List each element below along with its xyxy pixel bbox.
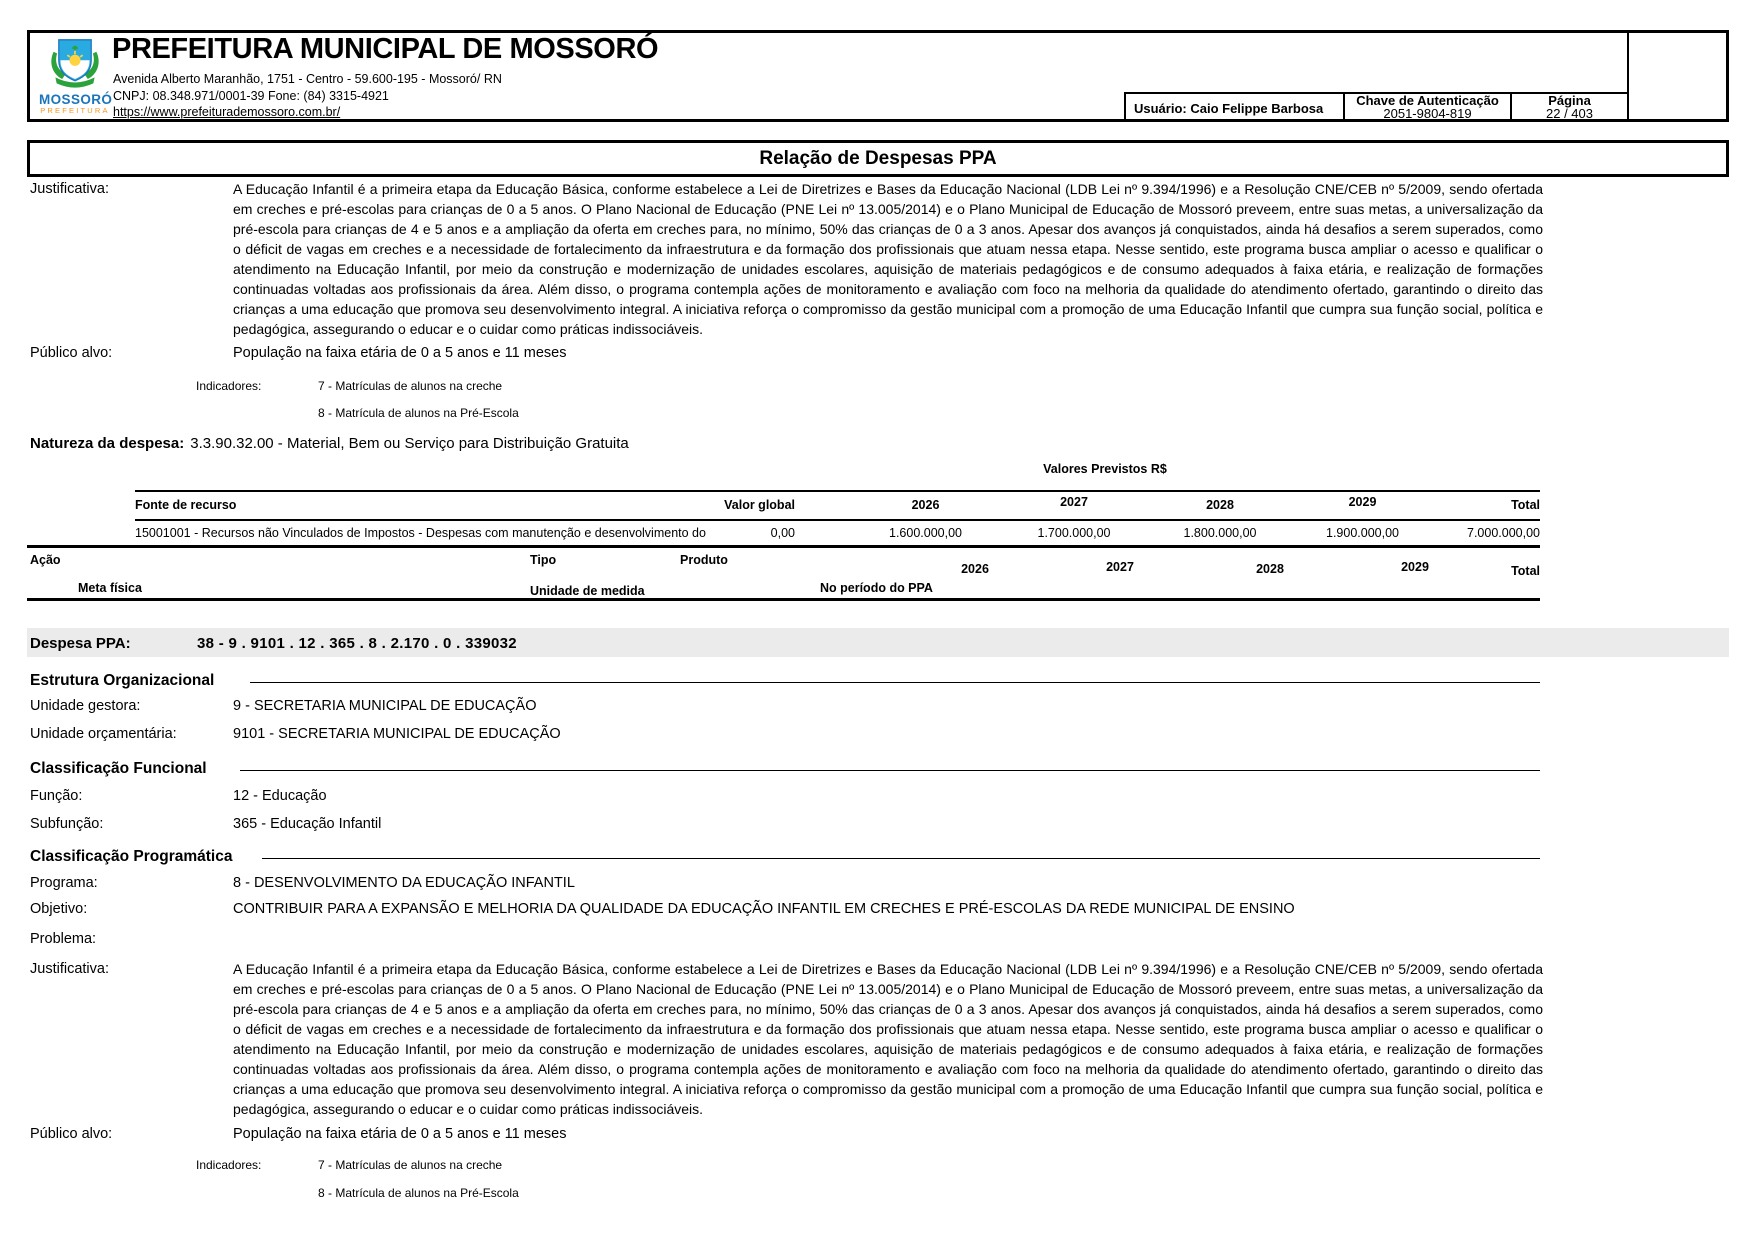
programa-label: Programa: (30, 875, 98, 891)
indicador-item: 8 - Matrícula de alunos na Pré-Escola (318, 1186, 519, 1200)
acao-total-label: Total (1511, 564, 1540, 578)
report-title: Relação de Despesas PPA (27, 140, 1729, 177)
cell-total: 7.000.000,00 (1467, 526, 1540, 540)
auth-key-label: Chave de Autenticação (1356, 92, 1499, 108)
page-label: Página (1548, 92, 1591, 108)
programatica-heading: Classificação Programática (30, 848, 233, 865)
natureza-label: Natureza da despesa: (30, 435, 185, 452)
indicador-item: 8 - Matrícula de alunos na Pré-Escola (318, 406, 519, 420)
header-empty-box (1627, 33, 1726, 119)
subfuncao-label: Subfunção: (30, 816, 104, 832)
org-cnpj-phone: CNPJ: 08.348.971/0001-39 Fone: (84) 3315-4921 (113, 89, 389, 103)
objetivo-value: CONTRIBUIR PARA A EXPANSÃO E MELHORIA DA QUALIDADE DA EDUCAÇÃO INFANTIL EM CRECHES E PRÉ-ESCOLAS DA REDE MUNICIPAL DE ENSINO (233, 901, 1295, 917)
col-header-fonte: Fonte de recurso (135, 498, 237, 512)
col-header-2028: 2028 (1206, 498, 1234, 512)
unidade-gestora-label: Unidade gestora: (30, 698, 141, 714)
despesa-ppa-label: Despesa PPA: (30, 635, 131, 652)
user-name: Usuário: Caio Felippe Barbosa (1134, 101, 1324, 116)
cell-2026: 1.600.000,00 (889, 526, 962, 540)
col-header-2029: 2029 (1348, 495, 1377, 509)
acao-year-2027: 2027 (1106, 560, 1134, 574)
indicador-item: 7 - Matrículas de alunos na creche (318, 379, 503, 393)
col-header-2027: 2027 (1060, 495, 1088, 509)
table-mid-rule (135, 519, 1540, 521)
indicador-item: 7 - Matrículas de alunos na creche (318, 1158, 503, 1172)
acao-bottom-rule (27, 598, 1540, 601)
org-title: PREFEITURA MUNICIPAL DE MOSSORÓ (112, 33, 659, 65)
subfuncao-value: 365 - Educação Infantil (233, 816, 382, 832)
values-table-row (135, 526, 1540, 540)
city-coat-of-arms-logo (39, 36, 111, 118)
cell-2028: 1.800.000,00 (1183, 526, 1257, 540)
justificativa-text-2: A Educação Infantil é a primeira etapa da Educação Básica, conforme estabelece a Lei de Diretrizes e Bases da Educação Nacional (LDB Lei nº 9.394/1996) e a Resolução CNE/CEB nº 5/2009, sendo ofertada em creches e pré-escolas para crianças de 0 a 5 anos. O Plano Nacional de Educação (PNE Lei nº 13.005/2014) e o Plano Municipal de Educação de Mossoró preveem, entre suas metas, a universalização da pré-escola para crianças de 4 e 5 anos e a ampliação da oferta em creches para, no mínimo, 50% das crianças de 0 a 3 anos. Apesar dos avanços já conquistados, ainda há desafios a serem superados, como o déficit de vagas em creches e a necessidade de fortalecimento da infraestrutura e da formação dos profissionais que atuam nessa etapa. Nesse sentido, este programa busca ampliar o acesso e qualificar o atendimento na Educação Infantil, por meio da construção e modernização de unidades escolares, aquisição de materiais pedagógicos e de consumo adequados à faixa etária, e realização de formações continuadas voltadas aos profissionais da área. Além disso, o programa contempla ações de monitoramento e avaliação com foco na melhoria da qualidade do atendimento ofertado, garantindo o direito das crianças a uma educação que promova seu desenvolvimento integral. A iniciativa reforça o compromisso da gestão municipal com a promoção de uma Educação Infantil que cumpra sua função social, política e pedagógica, assegurando o educar e o cuidar como práticas indissociáveis. (233, 961, 1543, 1117)
coat-of-arms-icon (46, 36, 104, 88)
no-periodo-ppa-label: No período do PPA (820, 581, 933, 595)
header-page-cell (1510, 92, 1627, 119)
unidade-orcamentaria-value: 9101 - SECRETARIA MUNICIPAL DE EDUCAÇÃO (233, 726, 561, 742)
col-header-2026: 2026 (911, 498, 940, 512)
programa-value: 8 - DESENVOLVIMENTO DA EDUCAÇÃO INFANTIL (233, 875, 575, 891)
funcao-label: Função: (30, 788, 83, 804)
indicadores-label-2: Indicadores: (196, 1158, 262, 1172)
programatica-rule (262, 858, 1540, 859)
acao-year-2026: 2026 (961, 562, 989, 576)
publico-alvo-value-1: População na faixa etária de 0 a 5 anos e 11 meses (233, 345, 567, 361)
justificativa-label-1: Justificativa: (30, 181, 109, 197)
funcional-heading: Classificação Funcional (30, 760, 207, 777)
cell-fonte: 15001001 - Recursos não Vinculados de Impostos - Despesas com manutenção e desenvolvimento do (135, 526, 706, 540)
org-website-link[interactable] (113, 105, 340, 119)
header-user-cell (1124, 92, 1343, 119)
auth-key-value: 2051-9804-819 (1383, 105, 1472, 121)
publico-alvo-label-2: Público alvo: (30, 1126, 113, 1142)
funcional-rule (240, 770, 1540, 771)
despesa-ppa-code: 38 - 9 . 9101 . 12 . 365 . 8 . 2.170 . 0 . 339032 (197, 635, 517, 652)
logo-city-text: MOSSORÓ (39, 92, 113, 107)
unidade-medida-label: Unidade de medida (530, 584, 645, 598)
table-top-rule (135, 490, 1540, 492)
col-spacer (795, 498, 853, 512)
problema-label: Problema: (30, 931, 97, 947)
cell-2027: 1.700.000,00 (1037, 526, 1111, 540)
col-header-valor-global: Valor global (724, 498, 795, 512)
acao-label: Ação (30, 553, 61, 567)
acao-year-2028: 2028 (1256, 562, 1284, 576)
estrutura-heading: Estrutura Organizacional (30, 672, 215, 689)
table-bottom-rule (27, 545, 1540, 548)
values-table-caption: Valores Previstos R$ (1043, 462, 1167, 476)
natureza-row (30, 435, 629, 452)
natureza-value: 3.3.90.32.00 - Material, Bem ou Serviço para Distribuição Gratuita (190, 435, 629, 452)
header-auth-key-cell (1343, 92, 1510, 119)
publico-alvo-label-1: Público alvo: (30, 345, 113, 361)
page-number: 22 / 403 (1546, 105, 1593, 121)
values-table-header-row (135, 495, 1540, 512)
acao-year-2029: 2029 (1401, 560, 1429, 574)
cell-2029: 1.900.000,00 (1326, 526, 1399, 540)
org-address: Avenida Alberto Maranhão, 1751 - Centro - 59.600-195 - Mossoró/ RN (113, 72, 502, 86)
indicadores-label-1: Indicadores: (196, 379, 262, 393)
meta-fisica-label: Meta física (78, 581, 142, 595)
col-header-total: Total (1511, 498, 1540, 512)
unidade-orcamentaria-label: Unidade orçamentária: (30, 726, 177, 742)
tipo-label: Tipo (530, 553, 557, 567)
objetivo-label: Objetivo: (30, 901, 88, 917)
produto-label: Produto (680, 553, 728, 567)
justificativa-label-2: Justificativa: (30, 961, 109, 977)
logo-sub-text: PREFEITURA (40, 106, 110, 115)
cell-valor-global: 0,00 (770, 526, 795, 540)
col-spacer (795, 526, 853, 540)
publico-alvo-value-2: População na faixa etária de 0 a 5 anos e 11 meses (233, 1126, 567, 1142)
justificativa-text-1: A Educação Infantil é a primeira etapa da Educação Básica, conforme estabelece a Lei de Diretrizes e Bases da Educação Nacional (LDB Lei nº 9.394/1996) e a Resolução CNE/CEB nº 5/2009, sendo ofertada em creches e pré-escolas para crianças de 0 a 5 anos. O Plano Nacional de Educação (PNE Lei nº 13.005/2014) e o Plano Municipal de Educação de Mossoró preveem, entre suas metas, a universalização da pré-escola para crianças de 4 e 5 anos e a ampliação da oferta em creches para, no mínimo, 50% das crianças de 0 a 3 anos. Apesar dos avanços já conquistados, ainda há desafios a serem superados, como o déficit de vagas em creches e a necessidade de fortalecimento da infraestrutura e da formação dos profissionais que atuam nessa etapa. Nesse sentido, este programa busca ampliar o acesso e qualificar o atendimento na Educação Infantil, por meio da construção e modernização de unidades escolares, aquisição de materiais pedagógicos e de consumo adequados à faixa etária, e realização de formações continuadas voltadas aos profissionais da área. Além disso, o programa contempla ações de monitoramento e avaliação com foco na melhoria da qualidade do atendimento ofertado, garantindo o direito das crianças a uma educação que promova seu desenvolvimento integral. A iniciativa reforça o compromisso da gestão municipal com a promoção de uma Educação Infantil que cumpra sua função social, política e pedagógica, assegurando o educar e o cuidar como práticas indissociáveis. (233, 181, 1543, 337)
website-url[interactable]: https://www.prefeiturademossoro.com.br/ (113, 105, 341, 119)
despesa-ppa-bar (27, 628, 1729, 657)
funcao-value: 12 - Educação (233, 788, 327, 804)
estrutura-rule (250, 682, 1540, 683)
unidade-gestora-value: 9 - SECRETARIA MUNICIPAL DE EDUCAÇÃO (233, 698, 537, 714)
